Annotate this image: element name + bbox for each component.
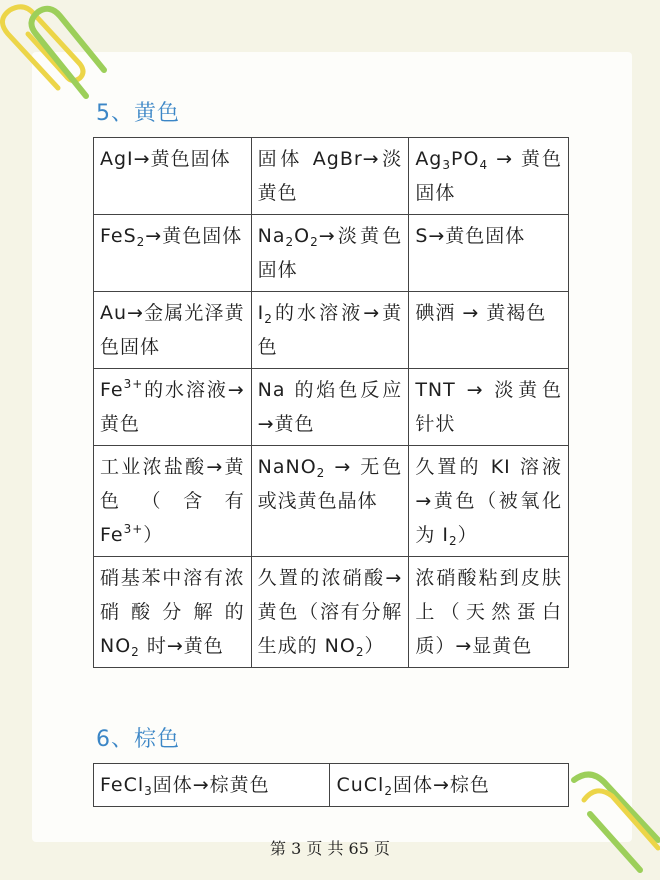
table-cell — [251, 369, 409, 446]
cell-text: 浓硝酸粘到皮肤上（天然蛋白质）→显黄色 — [415, 567, 562, 657]
table-row — [94, 215, 569, 292]
cell-text: Fe — [100, 379, 124, 401]
table-cell — [409, 369, 569, 446]
paperclip-icon — [570, 770, 660, 880]
table-cell — [94, 369, 252, 446]
table-cell — [94, 138, 252, 215]
table-cell — [409, 557, 569, 668]
cell-text: 时→黄色 — [139, 635, 224, 657]
table-cell — [94, 215, 252, 292]
cell-text: Na 的焰色反应→黄色 — [257, 379, 403, 435]
cell-text: FeS — [100, 225, 137, 247]
subscript: 3 — [442, 158, 452, 172]
cell-text: 硝基苯中溶有浓硝酸分解的 NO — [100, 567, 245, 657]
subscript: 2 — [310, 235, 319, 249]
subscript: 2 — [285, 235, 295, 249]
cell-text: ） — [457, 524, 478, 546]
table-cell — [409, 292, 569, 369]
yellow-table — [93, 137, 569, 668]
cell-text: 的水溶液→黄色 — [257, 302, 403, 358]
cell-text: ） — [143, 524, 164, 546]
table-row — [94, 446, 569, 557]
subscript: 2 — [316, 466, 326, 480]
table-cell — [94, 557, 252, 668]
cell-text: S→黄色固体 — [415, 225, 526, 247]
cell-text: 固体 AgBr→淡黄色 — [257, 148, 403, 204]
page-footer: 第 3 页 共 65 页 — [270, 839, 390, 858]
table-cell — [251, 215, 409, 292]
cell-text: 久置的 KI 溶液→黄色（被氧化为 I — [415, 456, 562, 546]
cell-text: AgI→黄色固体 — [100, 148, 231, 170]
subscript: 2 — [264, 312, 273, 326]
cell-text: FeCl — [100, 774, 145, 796]
cell-text: Au→金属光泽黄色固体 — [100, 302, 245, 358]
table-cell — [94, 764, 330, 807]
subscript: 2 — [448, 534, 458, 548]
table-cell — [94, 446, 252, 557]
cell-text: CuCl — [336, 774, 385, 796]
cell-text: TNT → 淡黄色针状 — [415, 379, 562, 435]
table-row — [94, 138, 569, 215]
table-cell — [409, 138, 569, 215]
table-row — [94, 369, 569, 446]
table-row — [94, 292, 569, 369]
cell-text: PO — [451, 148, 480, 170]
table-cell — [409, 215, 569, 292]
cell-text: NaNO — [257, 456, 317, 478]
table-cell — [330, 764, 569, 807]
cell-text: 久置的浓硝酸→黄色（溶有分解生成的 NO — [257, 567, 403, 657]
cell-text: 的水溶液→黄色 — [100, 379, 245, 435]
superscript: 3+ — [123, 377, 144, 391]
cell-text: →淡黄色固体 — [257, 225, 403, 281]
brown-table — [93, 763, 569, 807]
cell-text: 固体→棕黄色 — [152, 774, 270, 796]
cell-text: → 黄色固体 — [415, 148, 562, 204]
table-cell — [94, 292, 252, 369]
subscript: 2 — [131, 645, 140, 659]
subscript: 2 — [384, 784, 393, 798]
cell-text: →黄色固体 — [145, 225, 243, 247]
table-row — [94, 557, 569, 668]
section-5-title: 5、黄色 — [96, 101, 180, 126]
table-cell — [251, 557, 409, 668]
cell-text: O — [294, 225, 311, 247]
cell-text: 固体→棕色 — [392, 774, 490, 796]
cell-text: I — [257, 302, 265, 324]
subscript: 4 — [479, 158, 489, 172]
subscript: 2 — [136, 235, 146, 249]
table-cell — [251, 138, 409, 215]
cell-text: → 无色或浅黄色晶体 — [257, 456, 403, 512]
subscript: 3 — [144, 784, 153, 798]
table-row — [94, 764, 569, 807]
table-cell — [251, 292, 409, 369]
paperclip-icon — [0, 0, 110, 100]
table-cell — [251, 446, 409, 557]
cell-text: Na — [257, 225, 286, 247]
subscript: 2 — [355, 645, 365, 659]
superscript: 3+ — [123, 522, 144, 536]
cell-text: ） — [364, 635, 385, 657]
cell-text: 工业浓盐酸→黄色（含有 Fe — [100, 456, 245, 546]
section-6-title: 6、棕色 — [96, 727, 180, 752]
cell-text: Ag — [415, 148, 443, 170]
table-cell — [409, 446, 569, 557]
cell-text: 碘酒 → 黄褐色 — [415, 302, 547, 324]
